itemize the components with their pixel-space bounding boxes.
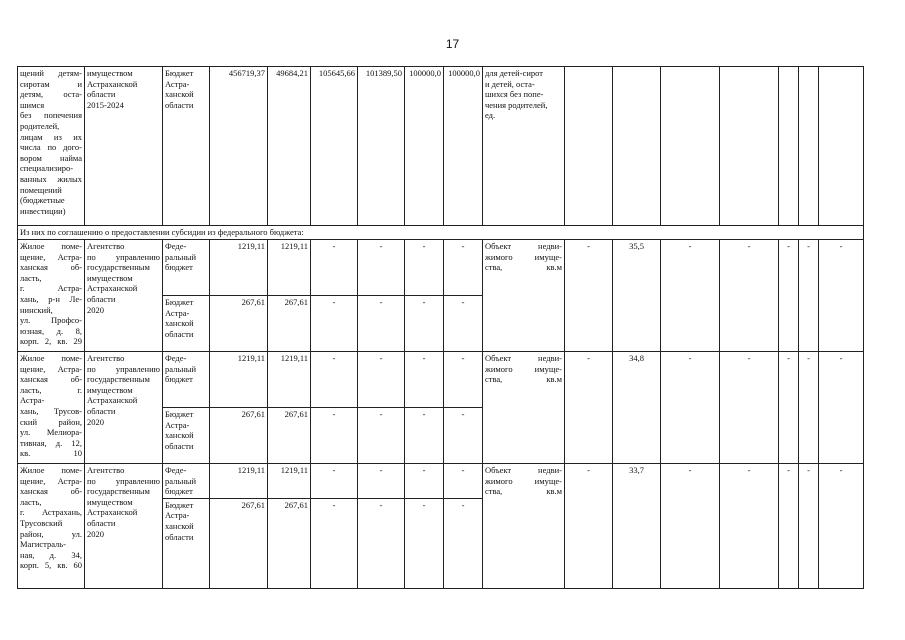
federal-value-1: 1219,11 xyxy=(210,352,268,408)
regional-dash: - xyxy=(405,408,444,464)
federal-dash: - xyxy=(311,240,358,296)
cell-line: области xyxy=(87,293,116,304)
cell-line: Бюджет xyxy=(165,499,194,510)
federal-value-2: 1219,11 xyxy=(268,240,311,296)
cell-line: вором найма xyxy=(20,152,82,163)
cell-line: 2020 xyxy=(87,304,104,315)
regional-source-cell xyxy=(163,408,210,464)
top-indicator-cell xyxy=(483,67,565,226)
regional-value-2: 267,61 xyxy=(268,296,311,352)
cell-line: жимого имуще- xyxy=(485,251,562,262)
cell-line: Феде- xyxy=(165,465,187,475)
cell-line: государственным xyxy=(87,486,150,497)
cell-line: области xyxy=(87,405,116,416)
cell-line: области xyxy=(165,328,194,339)
cell-line: области xyxy=(87,517,116,528)
cell-line: имуществом xyxy=(87,496,133,507)
cell-line: по управлению xyxy=(87,475,160,486)
regional-source-cell xyxy=(163,296,210,352)
cell-line: юзная, д. 8, xyxy=(20,325,82,336)
federal-dash: - xyxy=(358,240,405,296)
area-value: 34,8 xyxy=(613,352,661,464)
trailing-dash: - xyxy=(799,240,819,352)
object-name-cell xyxy=(18,464,85,589)
cell-line: нинский, xyxy=(20,304,53,315)
cell-line: Объект недви- xyxy=(485,465,562,475)
cell-line: бюджет xyxy=(165,374,193,385)
indicator-dash: - xyxy=(565,352,613,464)
cell-line: Магистраль- xyxy=(20,539,67,550)
regional-value-1: 267,61 xyxy=(210,498,268,588)
cell-line: тивная, д. 12, xyxy=(20,437,82,448)
cell-line: имуществом xyxy=(87,384,133,395)
cell-line: Жилое поме- xyxy=(20,465,82,475)
trailing-dash: - xyxy=(720,352,779,464)
cell-line: щение, Астра- xyxy=(20,251,82,262)
top-value-5: 100000,0 xyxy=(405,67,444,226)
trailing-dash-last: - xyxy=(819,352,864,464)
cell-line: корп. 5, кв. 60 xyxy=(20,560,82,571)
cell-line: ханская об- xyxy=(20,262,82,273)
cell-line: 2020 xyxy=(87,528,104,539)
cell-line: по управлению xyxy=(87,363,160,374)
regional-dash: - xyxy=(311,408,358,464)
cell-line: 2020 xyxy=(87,416,104,427)
cell-line: г. Астра- xyxy=(20,283,82,294)
regional-dash: - xyxy=(358,498,405,588)
regional-dash: - xyxy=(405,498,444,588)
cell-line: ральный xyxy=(165,475,197,486)
cell-line: Бюджет xyxy=(165,409,194,419)
cell-line: родителей, xyxy=(20,120,60,131)
regional-dash: - xyxy=(444,296,483,352)
trailing-dash: - xyxy=(779,352,799,464)
cell-line: ул. Мелиора- xyxy=(20,427,82,438)
federal-dash: - xyxy=(444,352,483,408)
cell-line: ральный xyxy=(165,363,197,374)
object-name-cell xyxy=(18,240,85,352)
cell-line: Феде- xyxy=(165,353,187,363)
federal-dash: - xyxy=(405,352,444,408)
cell-line: Объект недви- xyxy=(485,241,562,251)
regional-dash: - xyxy=(358,408,405,464)
regional-dash: - xyxy=(444,498,483,588)
cell-line: Астраханской xyxy=(87,283,138,294)
cell-line: Астраханской xyxy=(87,395,138,406)
program-table xyxy=(17,66,864,589)
cell-line: без попечения xyxy=(20,110,82,121)
federal-dash: - xyxy=(358,464,405,499)
executor-cell xyxy=(85,240,163,352)
trailing-dash-last: - xyxy=(819,240,864,352)
cell-line: Астраханской xyxy=(87,507,138,518)
indicator-cell xyxy=(483,352,565,464)
page-number: 17 xyxy=(445,37,460,51)
top-source-cell xyxy=(163,67,210,226)
object-row xyxy=(18,352,864,408)
federal-dash: - xyxy=(358,352,405,408)
regional-value-1: 267,61 xyxy=(210,408,268,464)
cell-line: чения родителей, xyxy=(485,99,548,110)
regional-dash: - xyxy=(444,408,483,464)
top-name-cell xyxy=(18,67,85,226)
cell-line: имуществом xyxy=(87,272,133,283)
cell-line: Астра- xyxy=(20,395,45,406)
cell-line: ласть, xyxy=(20,272,42,283)
cell-line: ная, д. 34, xyxy=(20,549,82,560)
cell-line: Астра- xyxy=(165,419,190,430)
trailing-dash: - xyxy=(779,464,799,589)
regional-source-cell xyxy=(163,498,210,588)
cell-line: ханская об- xyxy=(20,374,82,385)
cell-line: Бюджет xyxy=(165,68,194,78)
subheader-text: Из них по соглашению о предоставлении субсидии из федерального бюджета: xyxy=(18,226,864,240)
top-value-3: 105645,66 xyxy=(311,67,358,226)
cell-line: район, ул. xyxy=(20,528,82,539)
executor-cell xyxy=(85,352,163,464)
federal-dash: - xyxy=(311,464,358,499)
federal-dash: - xyxy=(444,240,483,296)
cell-line: государственным xyxy=(87,374,150,385)
regional-dash: - xyxy=(311,296,358,352)
cell-line: щение, Астра- xyxy=(20,363,82,374)
executor-cell xyxy=(85,464,163,589)
cell-line: ванных жилых xyxy=(20,173,82,184)
federal-value-2: 1219,11 xyxy=(268,464,311,499)
cell-line: ханской xyxy=(165,430,194,441)
regional-value-2: 267,61 xyxy=(268,408,311,464)
subheader-row xyxy=(18,226,864,240)
cell-line: щений детям- xyxy=(20,68,82,78)
cell-line: Феде- xyxy=(165,241,187,251)
cell-line: бюджет xyxy=(165,262,193,273)
cell-line: ханской xyxy=(165,89,194,100)
cell-line: ед. xyxy=(485,110,496,121)
cell-line: Астра- xyxy=(165,510,190,521)
cell-line: сиротам и xyxy=(20,78,82,89)
cell-line: лицам из их xyxy=(20,131,82,142)
cell-line: Астра- xyxy=(165,307,190,318)
federal-dash: - xyxy=(405,464,444,499)
regional-value-1: 267,61 xyxy=(210,296,268,352)
cell-line: ства, кв.м xyxy=(485,374,562,385)
indicator-cell xyxy=(483,464,565,589)
cell-line: (бюджетные xyxy=(20,195,65,206)
top-empty-6 xyxy=(799,67,819,226)
trailing-dash: - xyxy=(720,240,779,352)
federal-value-1: 1219,11 xyxy=(210,464,268,499)
cell-line: шихся без попе- xyxy=(485,89,544,100)
cell-line: ства, кв.м xyxy=(485,262,562,273)
top-executor-cell xyxy=(85,67,163,226)
cell-line: инвестиции) xyxy=(20,205,66,216)
cell-line: шимся xyxy=(20,99,45,110)
top-empty-1 xyxy=(565,67,613,226)
indicator-cell xyxy=(483,240,565,352)
federal-dash: - xyxy=(405,240,444,296)
cell-line: бюджет xyxy=(165,486,193,497)
cell-line: ханская об- xyxy=(20,486,82,497)
cell-line: щение, Астра- xyxy=(20,475,82,486)
federal-source-cell xyxy=(163,352,210,408)
cell-line: Объект недви- xyxy=(485,353,562,363)
cell-line: имуществом xyxy=(87,68,133,78)
cell-line: ханской xyxy=(165,318,194,329)
cell-line: ский район, xyxy=(20,416,82,427)
cell-line: помещений xyxy=(20,184,62,195)
top-value-2: 49684,21 xyxy=(268,67,311,226)
top-row xyxy=(18,67,864,226)
regional-dash: - xyxy=(311,498,358,588)
cell-line: специализиро- xyxy=(20,163,74,174)
area-value: 35,5 xyxy=(613,240,661,352)
regional-value-2: 267,61 xyxy=(268,498,311,588)
cell-line: по управлению xyxy=(87,251,160,262)
cell-line: Жилое поме- xyxy=(20,353,82,363)
cell-line: жимого имуще- xyxy=(485,363,562,374)
cell-line: детям, оста- xyxy=(20,89,82,100)
cell-line: ласть, г. xyxy=(20,384,82,395)
cell-line: хань, Трусов- xyxy=(20,405,82,416)
cell-line: корп. 2, кв. 29 xyxy=(20,336,82,347)
trailing-dash: - xyxy=(661,240,720,352)
top-value-1: 456719,37 xyxy=(210,67,268,226)
area-value: 33,7 xyxy=(613,464,661,589)
cell-line: области xyxy=(87,89,116,100)
cell-line: г. Астрахань, xyxy=(20,507,82,518)
cell-line: ул. Профсо- xyxy=(20,315,82,326)
regional-dash: - xyxy=(358,296,405,352)
cell-line: Астра- xyxy=(165,78,190,89)
cell-line: кв. 10 xyxy=(20,448,82,459)
federal-source-cell xyxy=(163,464,210,499)
cell-line: области xyxy=(165,440,194,451)
cell-line: 2015-2024 xyxy=(87,99,124,110)
cell-line: ства, кв.м xyxy=(485,486,562,497)
trailing-dash: - xyxy=(661,352,720,464)
cell-line: Агентство xyxy=(87,465,125,475)
trailing-dash: - xyxy=(720,464,779,589)
federal-dash: - xyxy=(444,464,483,499)
object-row xyxy=(18,240,864,296)
object-name-cell xyxy=(18,352,85,464)
federal-dash: - xyxy=(311,352,358,408)
indicator-dash: - xyxy=(565,464,613,589)
cell-line: Трусовский xyxy=(20,517,63,528)
trailing-dash: - xyxy=(799,464,819,589)
top-value-4: 101389,50 xyxy=(358,67,405,226)
top-empty-7 xyxy=(819,67,864,226)
cell-line: и детей, оста- xyxy=(485,78,535,89)
regional-dash: - xyxy=(405,296,444,352)
object-row xyxy=(18,464,864,499)
top-empty-5 xyxy=(779,67,799,226)
cell-line: области xyxy=(165,531,194,542)
cell-line: Астраханской xyxy=(87,78,138,89)
cell-line: хань, р-н Ле- xyxy=(20,293,82,304)
top-value-6: 100000,0 xyxy=(444,67,483,226)
cell-line: ральный xyxy=(165,251,197,262)
cell-line: числа по дого- xyxy=(20,142,82,153)
cell-line: Жилое поме- xyxy=(20,241,82,251)
top-empty-4 xyxy=(720,67,779,226)
federal-value-1: 1219,11 xyxy=(210,240,268,296)
top-empty-2 xyxy=(613,67,661,226)
cell-line: Агентство xyxy=(87,241,125,251)
trailing-dash: - xyxy=(779,240,799,352)
cell-line: для детей-сирот xyxy=(485,68,543,78)
indicator-dash: - xyxy=(565,240,613,352)
cell-line: области xyxy=(165,99,194,110)
cell-line: государственным xyxy=(87,262,150,273)
top-empty-3 xyxy=(661,67,720,226)
trailing-dash: - xyxy=(799,352,819,464)
cell-line: Бюджет xyxy=(165,297,194,307)
cell-line: жимого имуще- xyxy=(485,475,562,486)
trailing-dash: - xyxy=(661,464,720,589)
federal-value-2: 1219,11 xyxy=(268,352,311,408)
federal-source-cell xyxy=(163,240,210,296)
cell-line: ласть, xyxy=(20,496,42,507)
trailing-dash-last: - xyxy=(819,464,864,589)
cell-line: Агентство xyxy=(87,353,125,363)
cell-line: ханской xyxy=(165,520,194,531)
